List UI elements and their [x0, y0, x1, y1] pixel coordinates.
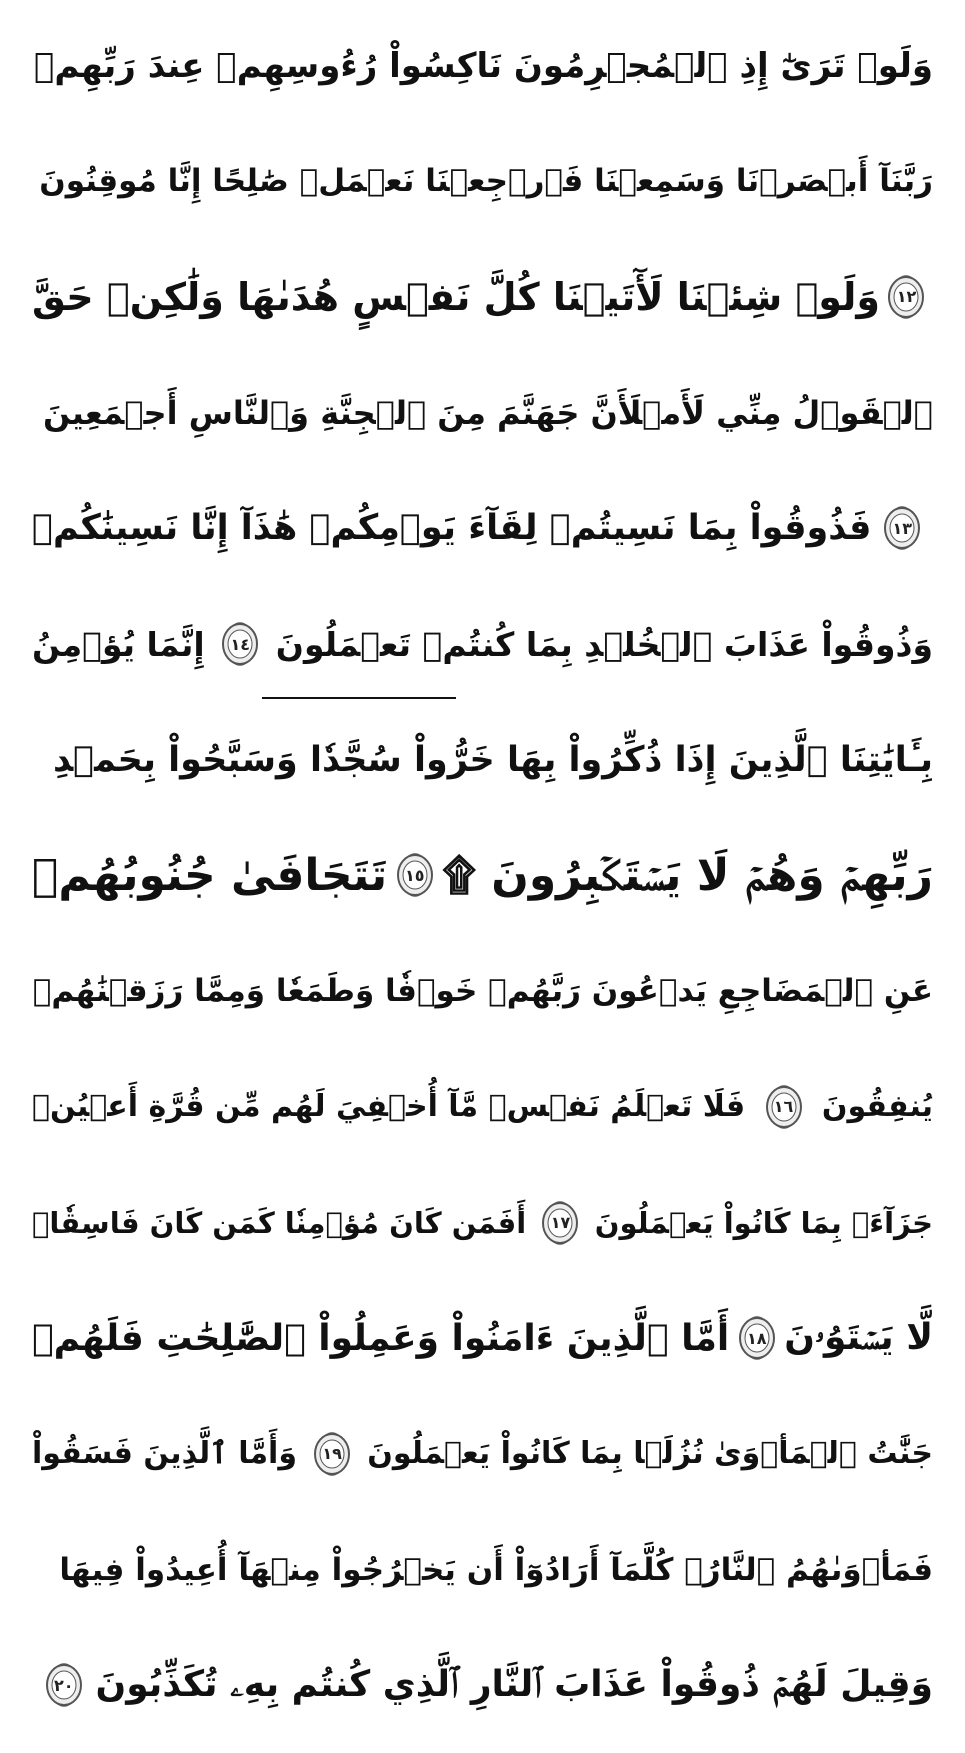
- verse-text: فَمَأۡوَىٰهُمُ ٱلنَّارُۖ كُلَّمَآ أَرَادُوٓاْ أَن يَخۡرُجُواْ مِنۡهَآ أُعِيدُواْ فِيهَا: [59, 1551, 933, 1588]
- verse-text: إِنَّمَا يُؤۡمِنُ: [32, 624, 205, 664]
- verse-line: [32, 1175, 933, 1270]
- verse-line: [32, 1522, 933, 1617]
- verse-line: [32, 1291, 933, 1386]
- verse-text: وَقِيلَ لَهُمۡ ذُوقُواْ عَذَابَ ٱلنَّارِ ٱلَّذِي كُنتُم بِهِۦ تُكَذِّبُونَ: [95, 1664, 933, 1706]
- verse-text: وَلَوۡ تَرَىٰٓ إِذِ ٱلۡمُجۡرِمُونَ نَاكِسُواْ رُءُوسِهِمۡ عِندَ رَبِّهِمۡ: [34, 45, 933, 86]
- verse-line: [32, 365, 933, 460]
- ayah-number: ١٢: [896, 287, 917, 307]
- ayah-end-marker: [764, 1084, 804, 1130]
- verse-line: [32, 18, 933, 113]
- verse-text: لَّا يَسۡتَوُۥنَ: [784, 1317, 933, 1359]
- verse-text: جَنَّٰتُ ٱلۡمَأۡوَىٰ نُزُلَۢا بِمَا كَانُواْ يَعۡمَلُونَ: [367, 1436, 933, 1472]
- ayah-number: ١٦: [773, 1097, 794, 1117]
- verse-text: فَلَا تَعۡلَمُ نَفۡسٞ مَّآ أُخۡفِيَ لَهُم مِّن قُرَّةِ أَعۡيُنٖ: [32, 1089, 746, 1125]
- ayah-end-marker: [540, 1200, 580, 1246]
- ayah-end-marker: [220, 621, 260, 667]
- sajda-overline: [262, 697, 456, 699]
- verse-line: [32, 828, 933, 923]
- ayah-end-marker: [312, 1431, 352, 1477]
- verse-text: بِـَٔايَٰتِنَا ٱلَّذِينَ إِذَا ذُكِّرُواْ بِهَا خَرُّواْ سُجَّدٗا وَسَبَّحُواْ بِحَمۡدِ: [52, 739, 933, 780]
- ayah-end-marker: [882, 505, 922, 551]
- ayah-number: ١٤: [230, 634, 251, 654]
- ayah-end-marker: [737, 1315, 777, 1361]
- ayah-end-marker: [44, 1662, 84, 1708]
- verse-text: جَزَآءَۢ بِمَا كَانُواْ يَعۡمَلُونَ: [594, 1205, 933, 1240]
- verse-line: [32, 1059, 933, 1154]
- verse-text: وَلَوۡ شِئۡنَا لَأٓتَيۡنَا كُلَّ نَفۡسٍ هُدَىٰهَا وَلَٰكِنۡ حَقَّ: [32, 274, 880, 319]
- verse-line: [32, 944, 933, 1039]
- verse-line: [32, 1638, 933, 1733]
- ayah-number: ١٩: [322, 1444, 342, 1464]
- verse-text: أَفَمَن كَانَ مُؤۡمِنٗا كَمَن كَانَ فَاسِقٗاۚ: [32, 1205, 527, 1240]
- verse-lines: [32, 18, 933, 1733]
- verse-text: عَنِ ٱلۡمَضَاجِعِ يَدۡعُونَ رَبَّهُمۡ خَوۡفٗا وَطَمَعٗا وَمِمَّا رَزَقۡنَٰهُمۡ: [32, 973, 933, 1010]
- verse-text: رَبِّهِمۡ وَهُمۡ لَا يَسۡتَكۡبِرُونَ ۩: [442, 849, 933, 901]
- verse-text: تَتَجَافَىٰ جُنُوبُهُمۡ: [32, 849, 388, 901]
- verse-text: وَذُوقُواْ عَذَابَ ٱلۡخُلۡدِ بِمَا كُنتُمۡ تَعۡمَلُونَ: [275, 624, 933, 664]
- verse-text: فَذُوقُواْ بِمَا نَسِيتُمۡ لِقَآءَ يَوۡمِكُمۡ هَٰذَآ إِنَّا نَسِينَٰكُمۡ: [32, 508, 872, 549]
- ayah-number: ١٣: [892, 518, 912, 538]
- ayah-number: ٢٠: [53, 1675, 74, 1695]
- ayah-end-marker: [886, 274, 926, 320]
- verse-text: يُنفِقُونَ: [821, 1089, 933, 1125]
- verse-line: [32, 134, 933, 229]
- ayah-number: ١٨: [746, 1328, 767, 1348]
- verse-text: ٱلۡقَوۡلُ مِنِّي لَأَمۡلَأَنَّ جَهَنَّمَ مِنَ ٱلۡجِنَّةِ وَٱلنَّاسِ أَجۡمَعِينَ: [42, 393, 933, 432]
- verse-line: [32, 712, 933, 807]
- verse-line: [32, 249, 933, 344]
- verse-line: [32, 481, 933, 576]
- ayah-number: ١٥: [405, 865, 425, 885]
- verse-text: أَمَّا ٱلَّذِينَ ءَامَنُواْ وَعَمِلُواْ ٱلصَّٰلِحَٰتِ فَلَهُمۡ: [32, 1317, 730, 1359]
- verse-text: وَأَمَّا ٱلَّذِينَ فَسَقُواْ: [32, 1436, 297, 1472]
- verse-text: رَبَّنَآ أَبۡصَرۡنَا وَسَمِعۡنَا فَٱرۡجِعۡنَا نَعۡمَلۡ صَٰلِحًا إِنَّا مُوقِنُونَ: [39, 163, 933, 200]
- ayah-end-marker: [395, 852, 435, 898]
- ayah-number: ١٧: [550, 1213, 571, 1233]
- verse-line: [32, 597, 933, 692]
- verse-line: [32, 1406, 933, 1501]
